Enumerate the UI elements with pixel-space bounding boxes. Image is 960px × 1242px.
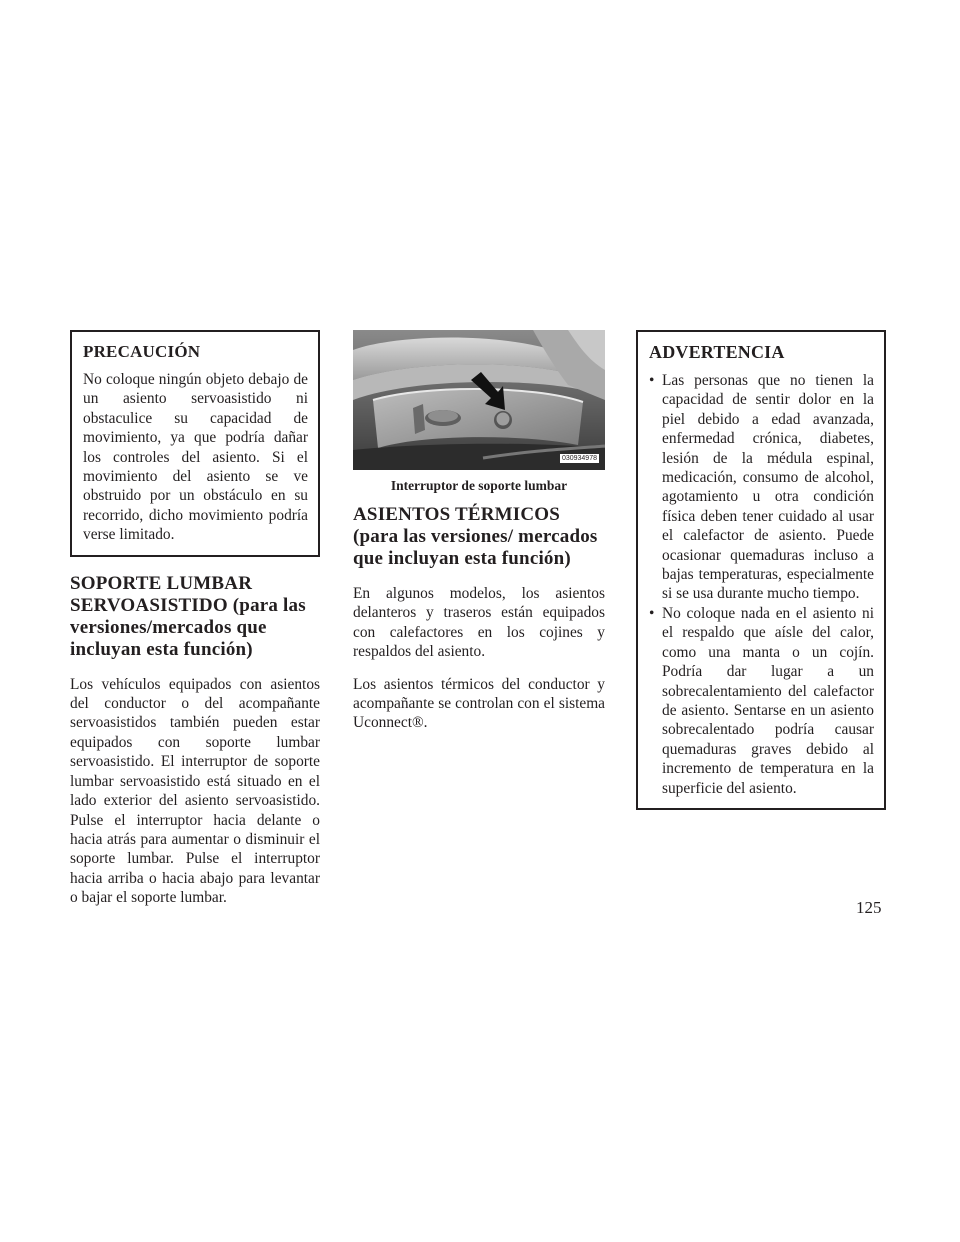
warning-item-1: • Las personas que no tienen la capacidad de sentir dolor en la piel debido a edad avanzada, enfermedad crónica, diabetes, lesión de la médula espinal, medicación, consumo de alcohol, agotamiento u otra condición física deben tener cuidado al usar el calefactor de asiento. Puede ocasionar quemaduras incluso a bajas temperaturas, especialmente si se usa durante mucho tiempo.: [649, 371, 874, 604]
middle-column: [353, 330, 605, 733]
seat-illustration: [353, 330, 605, 470]
lumbar-heading: SOPORTE LUMBAR SERVOASISTIDO (para las versiones/mercados que incluyan esta función): [70, 572, 306, 660]
page-number: 125: [856, 898, 882, 917]
warning-item-2: • No coloque nada en el asiento ni el respaldo que aísle del calor, como una manta o un cojín. Podría dar lugar a un sobrecalentamiento del calefactor de asiento. Sentarse en un asiento sobrecalentado podría causar quemaduras graves debido al incremento de temperatura en la superficie del asiento.: [649, 604, 874, 798]
caution-box: [70, 330, 320, 557]
figure-caption: Interruptor de soporte lumbar: [390, 478, 568, 493]
warning-box: [636, 330, 886, 810]
figure-code: 030934978: [561, 455, 597, 462]
heated-paragraph-1: En algunos modelos, los asientos delanteros y traseros están equipados con calefactores en los cojines y respaldos del asiento.: [353, 585, 605, 661]
right-column: [636, 330, 886, 810]
left-column: [70, 330, 320, 908]
warning-title: ADVERTENCIA: [649, 342, 785, 362]
lumbar-switch-figure: [353, 330, 605, 470]
lumbar-text: Los vehículos equipados con asientos del conductor o del acompañante servoasistidos también pueden estar equipados con soporte lumbar servoasistido. El interruptor de soporte lumbar servoasistido está situado en el lado exterior del asiento servoasistido. Pulse el interruptor hacia delante o hacia atrás para aumentar o disminuir el soporte lumbar. Pulse el interruptor hacia arriba o hacia abajo para levantar o bajar el soporte lumbar.: [70, 675, 320, 907]
heated-heading: ASIENTOS TÉRMICOS (para las versiones/ mercados que incluyan esta función): [353, 504, 598, 569]
caution-text: No coloque ningún objeto debajo de un asiento servoasistido ni obstaculice su capacidad de movimiento, ya que podría dañar los controles del asiento. Si el movimiento del asiento se ve obstruido por un obstáculo en su recorrido, dicho movimiento podría verse limitado.: [83, 371, 308, 544]
heated-paragraph-2: Los asientos térmicos del conductor y acompañante se controlan con el sistema Uconnect®.: [353, 675, 605, 732]
caution-title: PRECAUCIÓN: [83, 342, 201, 361]
warning-list: [649, 371, 874, 798]
